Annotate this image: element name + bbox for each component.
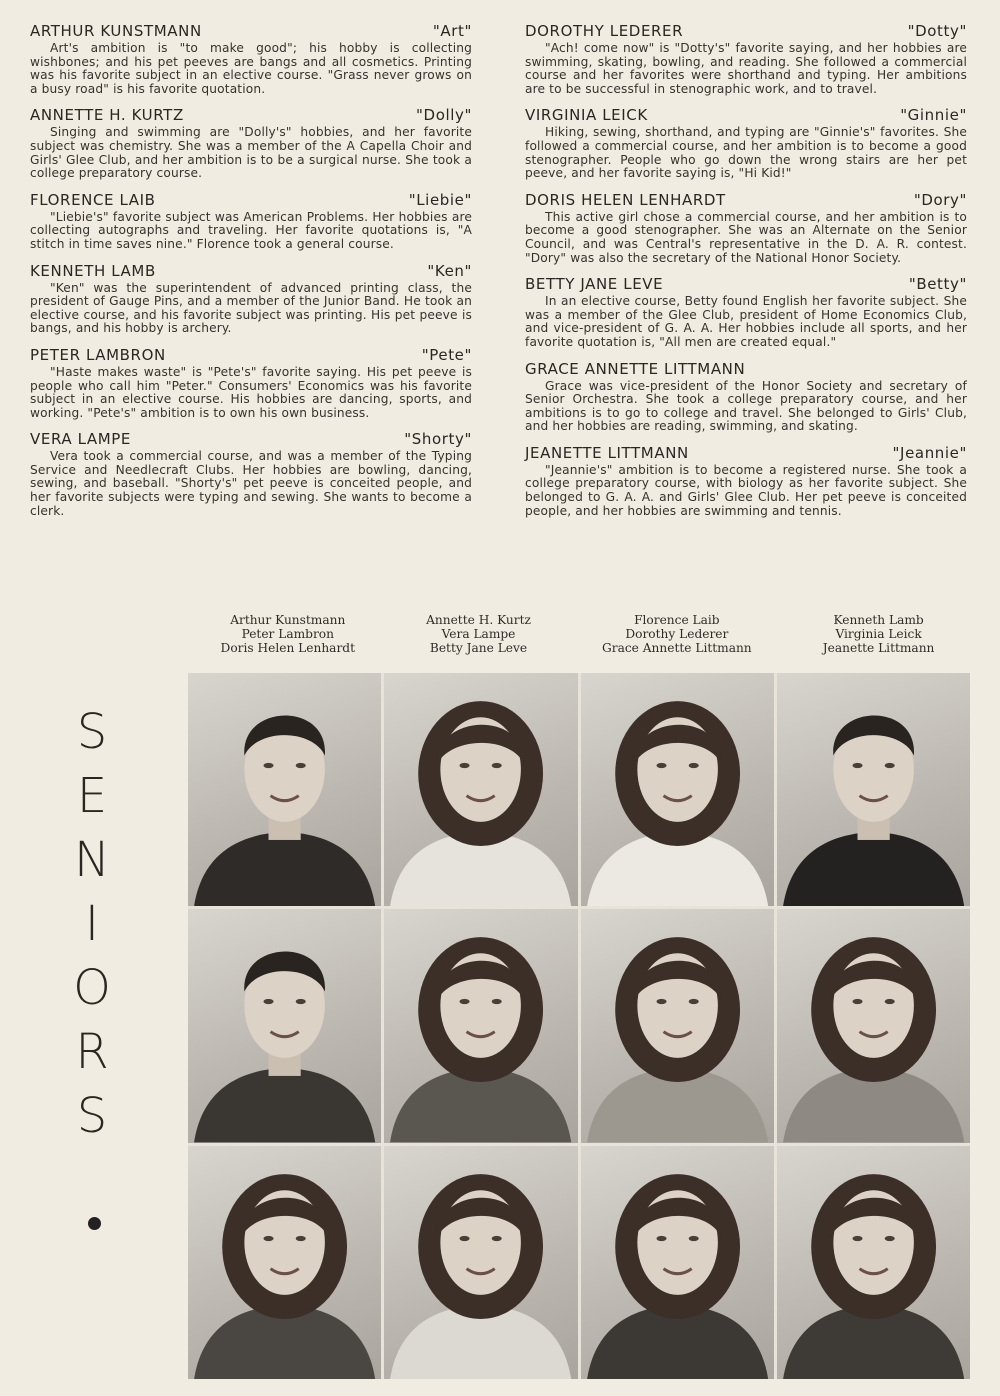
entry-header bbox=[30, 106, 472, 124]
senior-portrait bbox=[188, 673, 381, 906]
caption-name: Dorothy Lederer bbox=[625, 627, 729, 641]
senior-portrait bbox=[384, 1146, 577, 1379]
senior-portrait bbox=[188, 909, 381, 1142]
senior-entry bbox=[30, 262, 472, 336]
portrait-silhouette bbox=[188, 673, 381, 906]
senior-name: VERA LAMPE bbox=[30, 430, 132, 449]
portrait-silhouette bbox=[581, 909, 774, 1142]
caption-name: Annette H. Kurtz bbox=[426, 613, 531, 627]
entry-header bbox=[525, 106, 967, 124]
entry-header bbox=[525, 191, 967, 209]
senior-name: ARTHUR KUNSTMANN bbox=[30, 22, 202, 40]
senior-description: "Liebie's" favorite subject was American Problems. Her hobbies are collecting autographs and traveling. Her favorite quotations is, "A stitch in time saves nine." Florence took a general course. bbox=[30, 209, 472, 251]
senior-portrait bbox=[384, 909, 577, 1142]
entry-header bbox=[525, 275, 967, 293]
senior-nickname: "Dory" bbox=[913, 190, 967, 209]
caption-name: Jeanette Littmann bbox=[822, 641, 935, 655]
portrait-silhouette bbox=[384, 673, 577, 906]
entry-header bbox=[30, 262, 472, 280]
senior-description: "Ach! come now" is "Dotty's" favorite saying, and her hobbies are swimming, skating, bowling, and reading. She followed a commercial course and her favorites were shorthand and typing. Her ambitions are to be successful in stenographic work, and to travel. bbox=[525, 41, 967, 96]
senior-nickname: "Liebie" bbox=[408, 190, 472, 209]
senior-entry bbox=[30, 22, 472, 96]
senior-nickname: "Jeannie" bbox=[892, 443, 967, 462]
bullet-dot bbox=[88, 1217, 101, 1230]
caption-name: Virginia Leick bbox=[835, 627, 922, 641]
senior-name: BETTY JANE LEVE bbox=[525, 275, 664, 294]
senior-portrait bbox=[188, 1146, 381, 1379]
senior-description: "Jeannie's" ambition is to become a registered nurse. She took a college preparatory course, with biology as her favorite subject. She belonged to G. A. A. and Girls' Glee Club. Her pet peeve is conceited people, and her hobbies are swimming and tennis. bbox=[525, 462, 967, 518]
senior-name: PETER LAMBRON bbox=[30, 345, 166, 364]
caption-name: Vera Lampe bbox=[441, 627, 516, 641]
caption-name: Peter Lambron bbox=[241, 627, 334, 641]
senior-description: "Ken" was the superintendent of advanced printing class, the president of Gauge Pins, and a member of the Junior Band. He took an elective course, and his favorite subject was printing. His pet peeve is bangs, and his hobby is archery. bbox=[30, 280, 472, 336]
portrait-silhouette bbox=[777, 909, 970, 1142]
senior-description: Grace was vice-president of the Honor Society and secretary of Senior Orchestra. She took a college preparatory course, and her ambitions is to go to college and travel. She belonged to Girls' Club, and her hobbies are reading, swimming, and skating. bbox=[525, 378, 967, 434]
senior-entry bbox=[30, 346, 472, 420]
left-column bbox=[30, 22, 472, 528]
senior-description: This active girl chose a commercial course, and her ambition is to become a good stenographer. She was an Alternate on the Senior Council, and was Central's representative in the D. A. R. contest. "Dory" was also the secretary of the National Honor Society. bbox=[525, 209, 967, 265]
senior-description: Singing and swimming are "Dolly's" hobbies, and her favorite subject was chemistry. She was a member of the A Capella Choir and Girls' Glee Club, and her ambition is to be a surgical nurse. She took a college preparatory course. bbox=[30, 125, 472, 181]
senior-description: Art's ambition is "to make good"; his hobby is collecting wishbones; and his pet peeves are bangs and all cosmetics. Printing was his favorite subject in an elective course. "Grass never grows on a busy road" is his favorite quotation. bbox=[30, 41, 472, 96]
senior-nickname: "Dolly" bbox=[416, 106, 472, 125]
caption-name: Doris Helen Lenhardt bbox=[220, 641, 355, 655]
senior-nickname: "Shorty" bbox=[404, 430, 472, 449]
senior-portrait bbox=[777, 673, 970, 906]
portrait-silhouette bbox=[384, 1146, 577, 1379]
senior-name: JEANETTE LITTMANN bbox=[525, 443, 689, 462]
senior-nickname: "Betty" bbox=[908, 275, 967, 294]
entry-header bbox=[30, 22, 472, 40]
side-title-letter: N bbox=[74, 832, 110, 888]
side-title-letter: S bbox=[76, 1088, 108, 1144]
senior-entry bbox=[525, 444, 967, 518]
entry-header bbox=[525, 360, 967, 378]
senior-entry bbox=[525, 275, 967, 349]
senior-name: VIRGINIA LEICK bbox=[525, 106, 648, 125]
senior-photo-grid bbox=[188, 673, 970, 1379]
side-title-letter: O bbox=[73, 960, 111, 1016]
portrait-silhouette bbox=[581, 673, 774, 906]
caption-column bbox=[823, 613, 935, 655]
caption-name: Florence Laib bbox=[634, 613, 720, 627]
senior-description: Vera took a commercial course, and was a member of the Typing Service and Needlecraft Clubs. Her hobbies are bowling, dancing, sewing, and baseball. "Shorty's" pet peeve is conceited people, and her favorite subjects were typing and sewing. She wants to become a clerk. bbox=[30, 449, 472, 518]
senior-name: KENNETH LAMB bbox=[30, 261, 156, 280]
senior-portrait bbox=[581, 909, 774, 1142]
seniors-side-title bbox=[70, 700, 114, 1148]
senior-name: GRACE ANNETTE LITTMANN bbox=[525, 359, 746, 378]
entry-header bbox=[30, 430, 472, 448]
portrait-silhouette bbox=[188, 1146, 381, 1379]
caption-column bbox=[602, 613, 752, 655]
senior-entry bbox=[525, 191, 967, 265]
senior-description: "Haste makes waste" is "Pete's" favorite saying. His pet peeve is people who call him "Peter." Consumers' Economics was his favorite subject in an elective course. His hobbies are dancing, sports, and working. "Pete's" ambition is to own his own business. bbox=[30, 364, 472, 420]
side-title-letter: R bbox=[75, 1024, 109, 1080]
caption-name: Arthur Kunstmann bbox=[230, 613, 346, 627]
side-title-letter: I bbox=[84, 896, 100, 952]
senior-portrait bbox=[384, 673, 577, 906]
portrait-silhouette bbox=[581, 1146, 774, 1379]
caption-name: Betty Jane Leve bbox=[429, 641, 528, 655]
caption-name: Grace Annette Littmann bbox=[602, 641, 752, 655]
portrait-silhouette bbox=[188, 909, 381, 1142]
senior-nickname: "Art" bbox=[432, 22, 472, 40]
portrait-silhouette bbox=[777, 673, 970, 906]
entry-header bbox=[30, 191, 472, 209]
senior-entry bbox=[525, 106, 967, 180]
entry-header bbox=[525, 22, 967, 40]
side-title-letter: S bbox=[76, 704, 108, 760]
senior-entry bbox=[30, 430, 472, 518]
side-title-letter: E bbox=[76, 768, 108, 824]
senior-description: Hiking, sewing, shorthand, and typing are "Ginnie's" favorites. She followed a commercial course, and her ambition is to become a good stenographer. People who go down the wrong stairs are her pet peeve, and her favorite saying is, "Hi Kid!" bbox=[525, 125, 967, 181]
senior-nickname: "Pete" bbox=[421, 345, 472, 364]
senior-entry bbox=[525, 22, 967, 96]
portrait-silhouette bbox=[384, 909, 577, 1142]
portrait-silhouette bbox=[777, 1146, 970, 1379]
senior-portrait bbox=[777, 1146, 970, 1379]
senior-nickname: "Ken" bbox=[427, 261, 472, 280]
senior-name: DORIS HELEN LENHARDT bbox=[525, 190, 726, 209]
caption-column bbox=[426, 613, 531, 655]
caption-name: Kenneth Lamb bbox=[833, 613, 924, 627]
senior-entry bbox=[525, 360, 967, 434]
senior-description: In an elective course, Betty found English her favorite subject. She was a member of the Glee Club, president of Home Economics Club, and vice-president of G. A. A. Her hobbies include all sports, and her favorite quotation is, "All men are created equal." bbox=[525, 294, 967, 349]
entry-header bbox=[30, 346, 472, 364]
senior-portrait bbox=[777, 909, 970, 1142]
senior-portrait bbox=[581, 673, 774, 906]
caption-column bbox=[221, 613, 355, 655]
senior-entry bbox=[30, 106, 472, 180]
senior-name: DOROTHY LEDERER bbox=[525, 22, 684, 40]
senior-portrait bbox=[581, 1146, 774, 1379]
entry-header bbox=[525, 444, 967, 462]
senior-nickname: "Ginnie" bbox=[900, 106, 967, 125]
senior-name: FLORENCE LAIB bbox=[30, 190, 156, 209]
right-column bbox=[525, 22, 967, 528]
senior-name: ANNETTE H. KURTZ bbox=[30, 106, 184, 125]
senior-nickname: "Dotty" bbox=[907, 22, 967, 40]
photo-captions bbox=[185, 613, 970, 655]
senior-entry bbox=[30, 191, 472, 252]
